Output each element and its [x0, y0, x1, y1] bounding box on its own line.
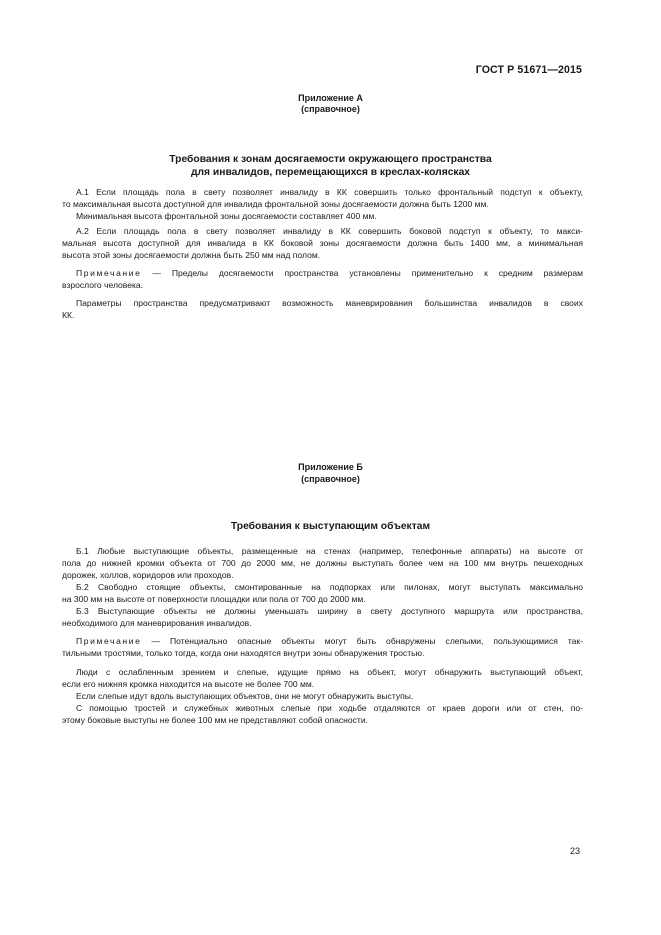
appendix-a-paragraph-parameters — [62, 297, 583, 321]
text-line: Если слепые идут вдоль выступающих объектов, они не могут обнаружить выступы. — [76, 691, 414, 701]
text-line: высота этой зоны досягаемости должна быть 250 мм над полом. — [62, 250, 321, 260]
note-label: Примечание — [76, 636, 142, 646]
appendix-b-heading: Требования к выступающим объектам — [230, 521, 431, 532]
text-line: С помощью тростей и служебных животных слепые при ходьбе отдаляются от краев дороги или от стен, по- — [76, 703, 583, 713]
text-line: пола до нижней кромки объекта от 700 до 2000 мм, не должны выступать более чем на 100 мм внутрь пешеходных — [62, 558, 583, 568]
text-line: Люди с ослабленным зрением и слепые, идущие прямо на объект, могут обнаружить выступающий объект, — [76, 667, 583, 677]
appendix-a-paragraph-a1 — [62, 186, 583, 210]
note-text: — Потенциально опасные объекты могут быть обнаружены слепыми, пользующимися так- — [141, 636, 583, 646]
appendix-a-status: (справочное) — [301, 104, 360, 114]
text-line: КК. — [62, 310, 75, 320]
text-line: дорожек, холлов, коридоров или проходов. — [62, 570, 234, 580]
note-text: — Пределы досягаемости пространства установлены применительно к средним размерам — [141, 268, 583, 278]
text-line: то максимальная высота доступной для инвалида фронтальной зоны досягаемости должна быть 1200 мм. — [62, 199, 489, 209]
text-line: тильными тростями, только тогда, когда они находятся внутри зоны обнаружения тростью. — [62, 648, 425, 658]
text-line: на 300 мм на высоте от поверхности площадки или пола от 700 до 2000 мм. — [62, 594, 366, 604]
appendix-b-note — [62, 635, 583, 659]
text-line: Минимальная высота фронтальной зоны досягаемости составляет 400 мм. — [76, 211, 377, 221]
appendix-a-heading-line2: для инвалидов, перемещающихся в креслах-колясках — [190, 167, 471, 178]
text-line: Б.3 Выступающие объекты не должны уменьшать ширину в свету доступного маршрута или пространства, — [76, 606, 583, 616]
text-line: Б.1 Любые выступающие объекты, размещенные на стенах (например, телефонные аппараты) на высоте от — [76, 546, 583, 556]
appendix-b-title: Приложение Б — [298, 462, 363, 472]
appendix-b-paragraph-low-vision — [62, 666, 583, 690]
appendix-a-heading-line1: Требования к зонам досягаемости окружающего пространства — [169, 154, 492, 165]
text-line: взрослого человека. — [62, 280, 144, 290]
appendix-b-paragraph-b1 — [62, 545, 583, 581]
text-line: А.2 Если площадь пола в свету позволяет инвалиду в КК совершить боковой подступ к объекту, то макси- — [76, 226, 583, 236]
standard-header: ГОСТ Р 51671—2015 — [475, 64, 582, 76]
appendix-a-paragraph-a2 — [62, 225, 583, 261]
text-line: необходимого для маневрирования инвалидов. — [62, 618, 252, 628]
text-line — [62, 635, 583, 647]
text-line: А.1 Если площадь пола в свету позволяет инвалиду в КК совершить только фронтальный подступ к объекту, — [76, 187, 583, 197]
page-number: 23 — [569, 846, 580, 856]
note-label: Примечание — [76, 268, 142, 278]
appendix-a-paragraph-min-height — [62, 210, 583, 222]
text-line: мальная высота доступной для инвалида в КК боковой зоны досягаемости должна быть 1400 мм, а минимальная — [62, 238, 583, 248]
appendix-b-paragraph-b2 — [62, 581, 583, 605]
appendix-b-paragraph-canes — [62, 702, 583, 726]
text-line: если его нижняя кромка находится на высоте не более 700 мм. — [62, 679, 315, 689]
text-line: Б.2 Свободно стоящие объекты, смонтированные на подпорках или пилонах, могут выступать максимально — [76, 582, 583, 592]
appendix-b-paragraph-b3 — [62, 605, 583, 629]
appendix-b-status: (справочное) — [301, 474, 360, 484]
text-line: этому боковые выступы не более 100 мм не представляют собой опасности. — [62, 715, 368, 725]
text-line: Параметры пространства предусматривают возможность маневрирования большинства инвалидов в своих — [76, 298, 583, 308]
appendix-a-title: Приложение А — [298, 93, 363, 103]
appendix-b-paragraph-along — [62, 690, 583, 702]
appendix-a-note — [62, 267, 583, 291]
text-line — [62, 267, 583, 279]
